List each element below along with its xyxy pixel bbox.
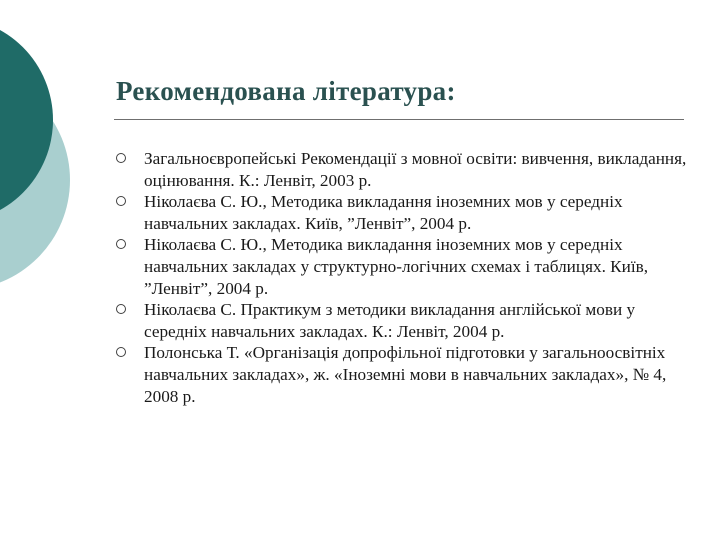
literature-list — [116, 148, 696, 407]
circle-bullet-icon — [116, 196, 126, 206]
title-divider — [114, 119, 684, 120]
circle-bullet-icon — [116, 347, 126, 357]
list-item — [116, 148, 696, 191]
circle-bullet-icon — [116, 304, 126, 314]
list-item — [116, 299, 696, 342]
list-item-text: Ніколаєва С. Практикум з методики викладання англійської мови у середніх навчальних закладах. К.: Ленвіт, 2004 р. — [144, 300, 636, 341]
decorative-circles — [0, 0, 80, 300]
list-item — [116, 234, 696, 299]
slide-title: Рекомендована література: — [116, 76, 456, 106]
circle-bullet-icon — [116, 153, 126, 163]
circle-bullet-icon — [116, 239, 126, 249]
list-item-text: Полонська Т. «Організація допрофільної підготовки у загальноосвітніх навчальних закладах», ж. «Іноземні мови в навчальних закладах», № 4, 2008 р. — [144, 343, 667, 406]
list-item-text: Загальноєвропейські Рекомендації з мовної освіти: вивчення, викладання, оцінювання. К.: Ленвіт, 2003 р. — [144, 149, 687, 190]
list-item-text: Ніколаєва С. Ю., Методика викладання іноземних мов у середніх навчальних закладах у структурно-логічних схемах і таблицях. Київ, ”Ленвіт”, 2004 р. — [144, 235, 649, 298]
list-item — [116, 191, 696, 234]
list-item-text: Ніколаєва С. Ю., Методика викладання іноземних мов у середніх навчальних закладах. Київ, ”Ленвіт”, 2004 р. — [144, 192, 623, 233]
list-item — [116, 342, 696, 407]
